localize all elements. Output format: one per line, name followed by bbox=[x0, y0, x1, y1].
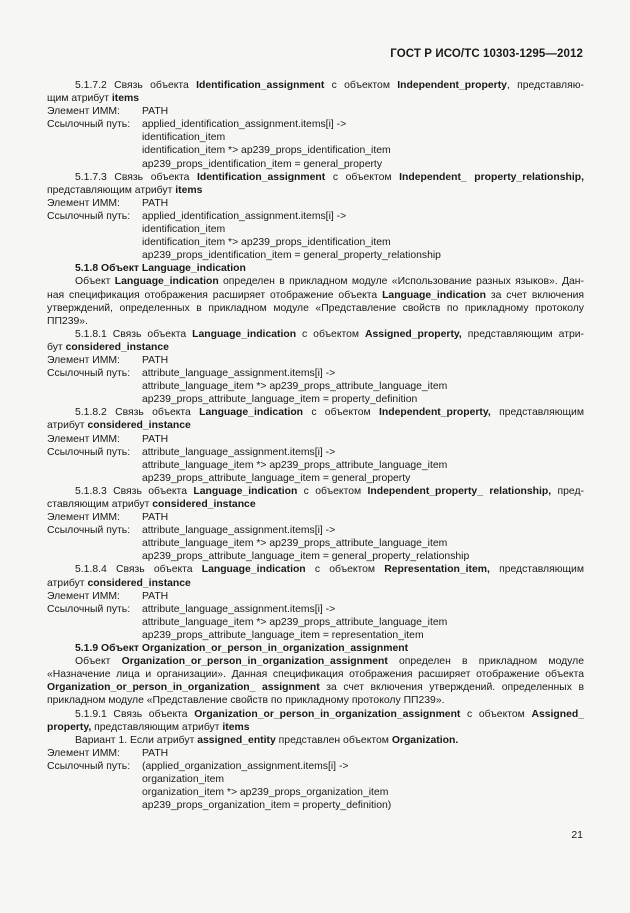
text-run: определен в прикладном модуле «Использование разных языков». Дан- bbox=[218, 276, 584, 288]
text-line bbox=[47, 79, 584, 92]
text-run: 5.1.9.1 Связь объекта bbox=[75, 708, 195, 720]
text-line bbox=[47, 171, 584, 184]
path-line bbox=[47, 616, 584, 629]
text-run: applied_identification_assignment.items[i] -> bbox=[142, 119, 347, 131]
path-line bbox=[47, 144, 584, 157]
path-line bbox=[47, 131, 584, 144]
bold-term: assigned_entity bbox=[197, 734, 276, 746]
text-run: identification_item bbox=[142, 132, 226, 144]
text-run: с объектом bbox=[460, 708, 532, 720]
bold-term: Language_indication bbox=[201, 564, 306, 576]
text-run: прикладном модуле «Представление свойств по прикладному протоколу ПП239». bbox=[47, 695, 445, 707]
text-run: identification_item *> ap239_props_identification_item bbox=[142, 237, 391, 249]
field-label: Элемент ИММ: bbox=[47, 433, 120, 445]
bold-term: Independent_property bbox=[397, 80, 507, 91]
path-line bbox=[47, 799, 584, 812]
bold-term: Organization. bbox=[391, 734, 459, 746]
text-line bbox=[47, 563, 584, 576]
field-line bbox=[47, 760, 584, 773]
text-run: 5.1.8.3 Связь объекта bbox=[75, 485, 194, 497]
text-line bbox=[47, 577, 584, 590]
text-line bbox=[47, 708, 584, 721]
field-line bbox=[47, 210, 584, 223]
field-label: Ссылочный путь: bbox=[47, 119, 131, 131]
text-run: определен в прикладном модуле bbox=[387, 656, 584, 668]
text-run: attribute_language_assignment.items[i] -> bbox=[142, 368, 336, 380]
bold-term: Organization_or_person_in_organization_assignment bbox=[121, 656, 388, 668]
bold-term: Language_indication bbox=[114, 276, 219, 288]
bold-term: Organization_or_person_in_organization_assignment bbox=[194, 708, 461, 720]
text-line bbox=[47, 419, 584, 432]
text-run: утверждений, определенных в прикладном модуле «Представление свойств по прикладному протоколу bbox=[47, 302, 584, 314]
field-label: Элемент ИММ: bbox=[47, 512, 120, 524]
text-run: identification_item bbox=[142, 224, 226, 236]
text-run: PATH bbox=[142, 197, 169, 209]
bold-term: Language_indication bbox=[193, 485, 298, 497]
text-run: представлен объектом bbox=[275, 734, 392, 746]
text-run: ap239_props_attribute_language_item = property_definition bbox=[142, 394, 418, 406]
text-line bbox=[47, 485, 584, 498]
bold-term: Language_indication bbox=[199, 407, 304, 419]
text-run: с объектом bbox=[324, 80, 398, 91]
text-run: applied_identification_assignment.items[i] -> bbox=[142, 210, 347, 222]
text-run: attribute_language_item *> ap239_props_attribute_language_item bbox=[142, 459, 448, 471]
path-line bbox=[47, 550, 584, 563]
text-run: за счет включения bbox=[485, 289, 585, 301]
text-run: PATH bbox=[142, 433, 169, 445]
text-line bbox=[47, 315, 584, 328]
text-run: , представляю- bbox=[506, 80, 584, 91]
text-line bbox=[47, 668, 584, 681]
text-run: attribute_language_assignment.items[i] -> bbox=[142, 603, 336, 615]
text-run: ap239_props_identification_item = general_property_relationship bbox=[142, 250, 441, 262]
path-line bbox=[47, 472, 584, 485]
bold-term: items bbox=[175, 184, 203, 196]
field-label: Ссылочный путь: bbox=[47, 760, 131, 772]
bold-term: considered_instance bbox=[152, 499, 256, 510]
text-run: attribute_language_assignment.items[i] -> bbox=[142, 446, 336, 458]
field-label: Элемент ИММ: bbox=[47, 197, 120, 209]
field-line bbox=[47, 118, 584, 131]
text-line bbox=[47, 302, 584, 315]
path-line bbox=[47, 629, 584, 642]
text-run: «Назначение лица и организации». Данная спецификация отображения расширяет отображение объекта bbox=[47, 669, 584, 681]
text-run: с объектом bbox=[296, 328, 366, 340]
bold-term: considered_instance bbox=[65, 341, 169, 353]
text-run: PATH bbox=[142, 512, 169, 524]
bold-term: considered_instance bbox=[87, 577, 191, 589]
path-line bbox=[47, 249, 584, 262]
text-run: с объектом bbox=[305, 564, 385, 576]
text-run: ap239_props_attribute_language_item = general_property bbox=[142, 472, 411, 484]
text-run: ap239_props_attribute_language_item = representation_item bbox=[142, 629, 424, 641]
text-run: щим атрибут bbox=[47, 93, 112, 105]
text-run: 5.1.7.2 Связь объекта bbox=[75, 80, 197, 91]
bold-term: Organization_or_person_in_organization_assignment bbox=[141, 643, 409, 655]
text-run: ap239_props_attribute_language_item = general_property_relationship bbox=[142, 551, 470, 563]
field-line bbox=[47, 367, 584, 380]
field-line bbox=[47, 603, 584, 616]
bold-term: Organization_or_person_in_organization_ assignment bbox=[47, 682, 320, 694]
field-label: Ссылочный путь: bbox=[47, 603, 131, 615]
page-header: ГОСТ Р ИСО/ТС 10303-1295—2012 bbox=[390, 48, 583, 60]
text-run: attribute_language_item *> ap239_props_attribute_language_item bbox=[142, 616, 448, 628]
text-run: 5.1.7.3 Связь объекта bbox=[75, 171, 198, 183]
bold-term: Identification_assignment bbox=[197, 171, 326, 183]
bold-term: Independent_property, bbox=[378, 407, 491, 419]
page-number: 21 bbox=[571, 829, 583, 841]
text-run: 5.1.8.4 Связь объекта bbox=[75, 564, 202, 576]
text-run: с объектом bbox=[325, 171, 400, 183]
bold-term: Language_indication bbox=[382, 289, 486, 301]
path-line bbox=[47, 236, 584, 249]
field-line bbox=[47, 433, 584, 446]
bold-term: 5.1.8 Объект bbox=[75, 263, 142, 275]
text-run: представляющим атрибут bbox=[47, 184, 176, 196]
text-run: identification_item *> ap239_props_identification_item bbox=[142, 145, 391, 157]
field-label: Ссылочный путь: bbox=[47, 210, 131, 222]
text-run: с объектом bbox=[303, 407, 379, 419]
text-line bbox=[47, 328, 584, 341]
text-run: за счет включения утверждений. определенных в bbox=[319, 682, 584, 694]
text-run: PATH bbox=[142, 747, 169, 759]
field-label: Элемент ИММ: bbox=[47, 106, 120, 118]
text-run: с объектом bbox=[297, 485, 368, 497]
field-line bbox=[47, 446, 584, 459]
text-line bbox=[47, 721, 584, 734]
text-line bbox=[47, 642, 584, 655]
bold-term: Independent_property_ relationship, bbox=[367, 485, 552, 497]
document-body bbox=[47, 79, 584, 812]
bold-term: Identification_assignment bbox=[196, 80, 325, 91]
text-line bbox=[47, 275, 584, 288]
bold-term: 5.1.9 Объект bbox=[75, 643, 142, 655]
text-run: organization_item *> ap239_props_organization_item bbox=[142, 787, 389, 799]
bold-term: Language_indication bbox=[141, 263, 246, 275]
field-line bbox=[47, 105, 584, 118]
text-line bbox=[47, 734, 584, 747]
field-label: Элемент ИММ: bbox=[47, 747, 120, 759]
text-run: 5.1.8.1 Связь объекта bbox=[75, 328, 193, 340]
text-run: organization_item bbox=[142, 773, 225, 785]
field-label: Ссылочный путь: bbox=[47, 525, 131, 537]
bold-term: items bbox=[222, 721, 250, 733]
bold-term: property, bbox=[47, 721, 92, 733]
text-run: атрибут bbox=[47, 420, 88, 432]
field-line bbox=[47, 524, 584, 537]
text-line bbox=[47, 289, 584, 302]
text-line bbox=[47, 498, 584, 511]
text-run: представляющим атрибут bbox=[91, 721, 223, 733]
text-run: ap239_props_identification_item = general_property bbox=[142, 158, 383, 170]
text-run: представляющим bbox=[490, 407, 584, 419]
bold-term: items bbox=[111, 93, 139, 105]
bold-term: considered_instance bbox=[87, 420, 191, 432]
text-run: представляющим атри- bbox=[461, 328, 584, 340]
text-line bbox=[47, 655, 584, 668]
path-line bbox=[47, 786, 584, 799]
bold-term: Language_indication bbox=[192, 328, 297, 340]
path-line bbox=[47, 158, 584, 171]
path-line bbox=[47, 537, 584, 550]
text-line bbox=[47, 681, 584, 694]
text-line bbox=[47, 184, 584, 197]
path-line bbox=[47, 773, 584, 786]
text-run: attribute_language_assignment.items[i] -> bbox=[142, 525, 336, 537]
text-run: Объект bbox=[75, 276, 115, 288]
text-run: Вариант 1. Если атрибут bbox=[75, 734, 198, 746]
text-run: ap239_props_organization_item = property_definition) bbox=[142, 800, 392, 812]
path-line bbox=[47, 380, 584, 393]
path-line bbox=[47, 393, 584, 406]
field-line bbox=[47, 590, 584, 603]
field-line bbox=[47, 354, 584, 367]
text-run: ПП239». bbox=[47, 315, 88, 327]
text-run: PATH bbox=[142, 354, 169, 366]
text-line bbox=[47, 262, 584, 275]
field-line bbox=[47, 511, 584, 524]
field-label: Ссылочный путь: bbox=[47, 368, 131, 380]
field-label: Элемент ИММ: bbox=[47, 354, 120, 366]
bold-term: Assigned_ bbox=[531, 708, 584, 720]
text-run: (applied_organization_assignment.items[i] -> bbox=[142, 760, 349, 772]
text-run: атрибут bbox=[47, 577, 88, 589]
bold-term: Representation_item, bbox=[384, 564, 490, 576]
field-label: Элемент ИММ: bbox=[47, 590, 120, 602]
field-label: Ссылочный путь: bbox=[47, 446, 131, 458]
text-line bbox=[47, 694, 584, 707]
text-run: 5.1.8.2 Связь объекта bbox=[75, 407, 200, 419]
field-line bbox=[47, 747, 584, 760]
field-line bbox=[47, 197, 584, 210]
text-line bbox=[47, 406, 584, 419]
text-run: представляющим bbox=[489, 564, 584, 576]
text-run: ная спецификация отображения расширяет отображение объекта bbox=[47, 289, 383, 301]
text-line bbox=[47, 92, 584, 105]
path-line bbox=[47, 459, 584, 472]
text-run: attribute_language_item *> ap239_props_attribute_language_item bbox=[142, 381, 448, 393]
text-run: PATH bbox=[142, 106, 169, 118]
text-run: attribute_language_item *> ap239_props_attribute_language_item bbox=[142, 538, 448, 550]
text-run: ставляющим атрибут bbox=[47, 499, 153, 510]
bold-term: Independent_ property_relationship, bbox=[399, 171, 584, 183]
text-run: PATH bbox=[142, 590, 169, 602]
text-line bbox=[47, 341, 584, 354]
bold-term: Assigned_property, bbox=[365, 328, 462, 340]
text-run: бут bbox=[47, 341, 66, 353]
text-run: пред- bbox=[551, 485, 584, 497]
path-line bbox=[47, 223, 584, 236]
text-run: Объект bbox=[75, 656, 122, 668]
